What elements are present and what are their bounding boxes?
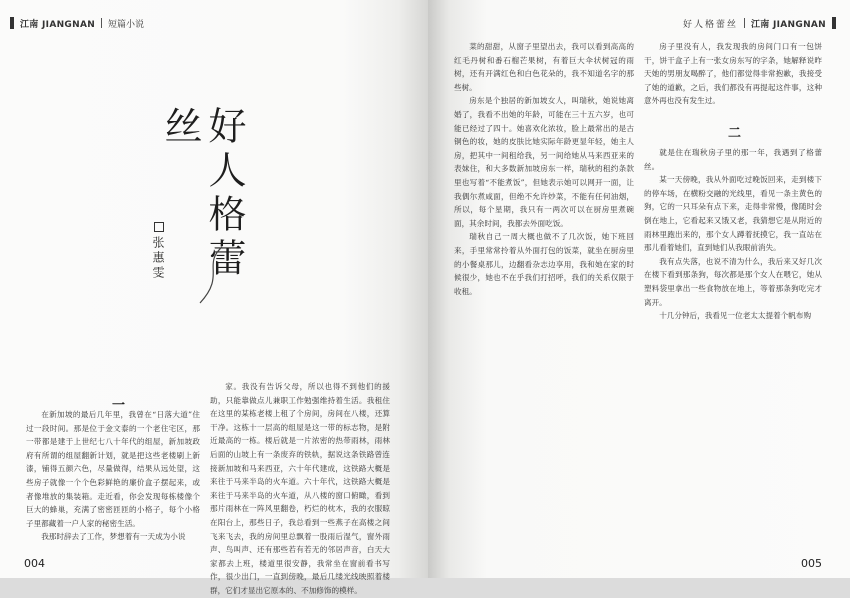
right-column-2-top	[644, 40, 822, 110]
story-title: 好人格蕾丝	[158, 106, 246, 282]
section-number-one: 一	[112, 398, 126, 413]
paragraph: 在新加坡的最后几年里，我曾在“日落大道”住过一段时间。那是位于金文泰的一个老住宅区，那一带都是建于上世纪七八十年代的组屋，新加坡政府有所谓的组屋翻新计划，就是把这些老楼刷上新漆，铺得五颜六色，尽量做得，结果从远处望，这些房子就像一个个色彩鲜艳的廉价盒子摆起来，或者像堆放的集装箱。走近看，你会发现每栋楼像个巨大的蜂巢，充满了密密匝匝的小格子，每个小格子里都藏着一户人家的秘密生活。	[26, 410, 200, 528]
author-byline	[150, 222, 167, 281]
magazine-brand: 江南 JIANGNAN	[750, 19, 826, 30]
paragraph: 房子里没有人，我发现我的房间门口有一包饼干，饼干盒子上有一张女房东写的字条，她解释说昨天她的男朋友喝醉了，他们都觉得非常抱歉，我接受了她的道歉，之后，我们都没有再提起这件事，这种意外再也没有发生过。	[644, 42, 822, 106]
right-column-2	[644, 146, 822, 558]
page-number-right: 005	[801, 557, 822, 570]
right-running-header	[683, 16, 836, 30]
paragraph: 我有点失落，也说不清为什么，我后来又好几次在楼下看到那条狗，每次都是那个女人在喂它，她从塑料袋里拿出一些食物放在地上，等着那条狗吃完才离开。	[644, 256, 822, 307]
paragraph: 某一天傍晚，我从外面吃过晚饭回来，走到楼下的停车场，在横粉交融的光线里，看见一条主黄色的狗，它的一只耳朵有点下来，走得非常慢，像随时会倒在地上，它看起来又饿又老，我猜想它是从附近的雨林里跑出来的，那个女人蹲着抚摸它，我一直站在那儿看着她们，直到她们从我眼前消失。	[644, 175, 822, 253]
paragraph: 十几分钟后，我看见一位老太太提着个帆布购	[659, 311, 812, 321]
left-running-header	[10, 16, 144, 30]
section-number-two: 二	[728, 126, 742, 141]
running-title: 好人格蕾丝	[682, 19, 738, 30]
left-column-2	[210, 380, 390, 595]
paragraph: 房东是个独居的新加坡女人，叫瑞秋，她说她离婚了，我看不出她的年龄，可能在三十五六岁，也可能已经过了四十。她喜欢化浓妆，脸上最常出的是古铜色的妆，她的皮肤比她实际年龄更显年轻，她主人房，把其中一间租给我，另一间给她从马来西亚来的表妹住，和大多数新加坡房东一样，瑞秋的租约条款里也写着“不能煮饭”，但她表示她可以网开一面，让我偶尔煮咸面，但绝不允许炒菜，不能有任何油烟，所以，每个星期，我只有一两次可以在厨房里煮碗面，其余时间，我都去外面吃饭。	[454, 96, 634, 228]
header-mark	[10, 17, 14, 29]
page-number-left: 004	[24, 557, 45, 570]
right-column-1	[454, 40, 634, 558]
paragraph: 家。我没有告诉父母，所以也得不到他们的援助，只能靠做点儿兼职工作勉强维持着生活。我租住在这里的某栋老楼上租了个房间，房间在八楼，还算干净。这栋十一层高的组屋是这一带的标志物，是附近最高的一栋。楼后就是一片浓密的热带雨林，雨林后面的山坡上有一条废弃的铁轨，据说这条铁路曾连接新加坡和马来西亚，六十年代建成，这铁路大概是来往于马来半岛的火车道。六十年代，这铁路大概是来往于马来半岛的火车道，从八楼的窗口俯瞰，看到那片雨林在一阵风里翻卷，朽烂的枕木，我的衣服晾在阳台上，那些日子，我总看到一些燕子在高楼之间飞来飞去，我的房间里总飘着一股雨后湿气，窗外雨声、鸟叫声、还有那些若有若无的邻居声音，白天大家都去上班，楼道里很安静，我常坐在窗前看书写作，很少出门，一直到傍晚，最后几缕光线映照着楼群，它们才显出它原本的、不加修饰的模样。	[210, 382, 390, 595]
header-mark	[832, 17, 836, 29]
decorative-curve-icon	[192, 245, 232, 305]
header-divider	[744, 18, 745, 28]
paragraph: 就是住在瑞秋房子里的那一年，我遇到了格蕾丝。	[644, 148, 822, 171]
paragraph: 瑞秋自己一周大概也做不了几次饭，她下班回来，手里常常拎着从外面打包的饭菜，就坐在厨房里的小餐桌那儿，边翻看杂志边享用，我和她在家的时候很少，她也不在乎我们打招呼，我们的关系仅限于收租。	[454, 232, 634, 296]
section-label: 短篇小说	[108, 19, 145, 30]
paragraph: 菜的甜甜，从窗子里望出去，我可以看到高高的红毛丹树和番石榴芒果树，有着巨大伞状树冠的雨树，还有开满红色和白色花朵的，我不知道名字的那些树。	[454, 42, 634, 92]
paragraph: 我那时辞去了工作，梦想着有一天成为小说	[41, 532, 186, 542]
author-name: 张惠雯	[151, 236, 165, 281]
right-page	[428, 0, 850, 578]
magazine-brand: 江南 JIANGNAN	[20, 19, 96, 30]
left-column-1	[26, 408, 200, 556]
author-box-icon	[154, 222, 164, 232]
header-divider	[101, 18, 102, 28]
